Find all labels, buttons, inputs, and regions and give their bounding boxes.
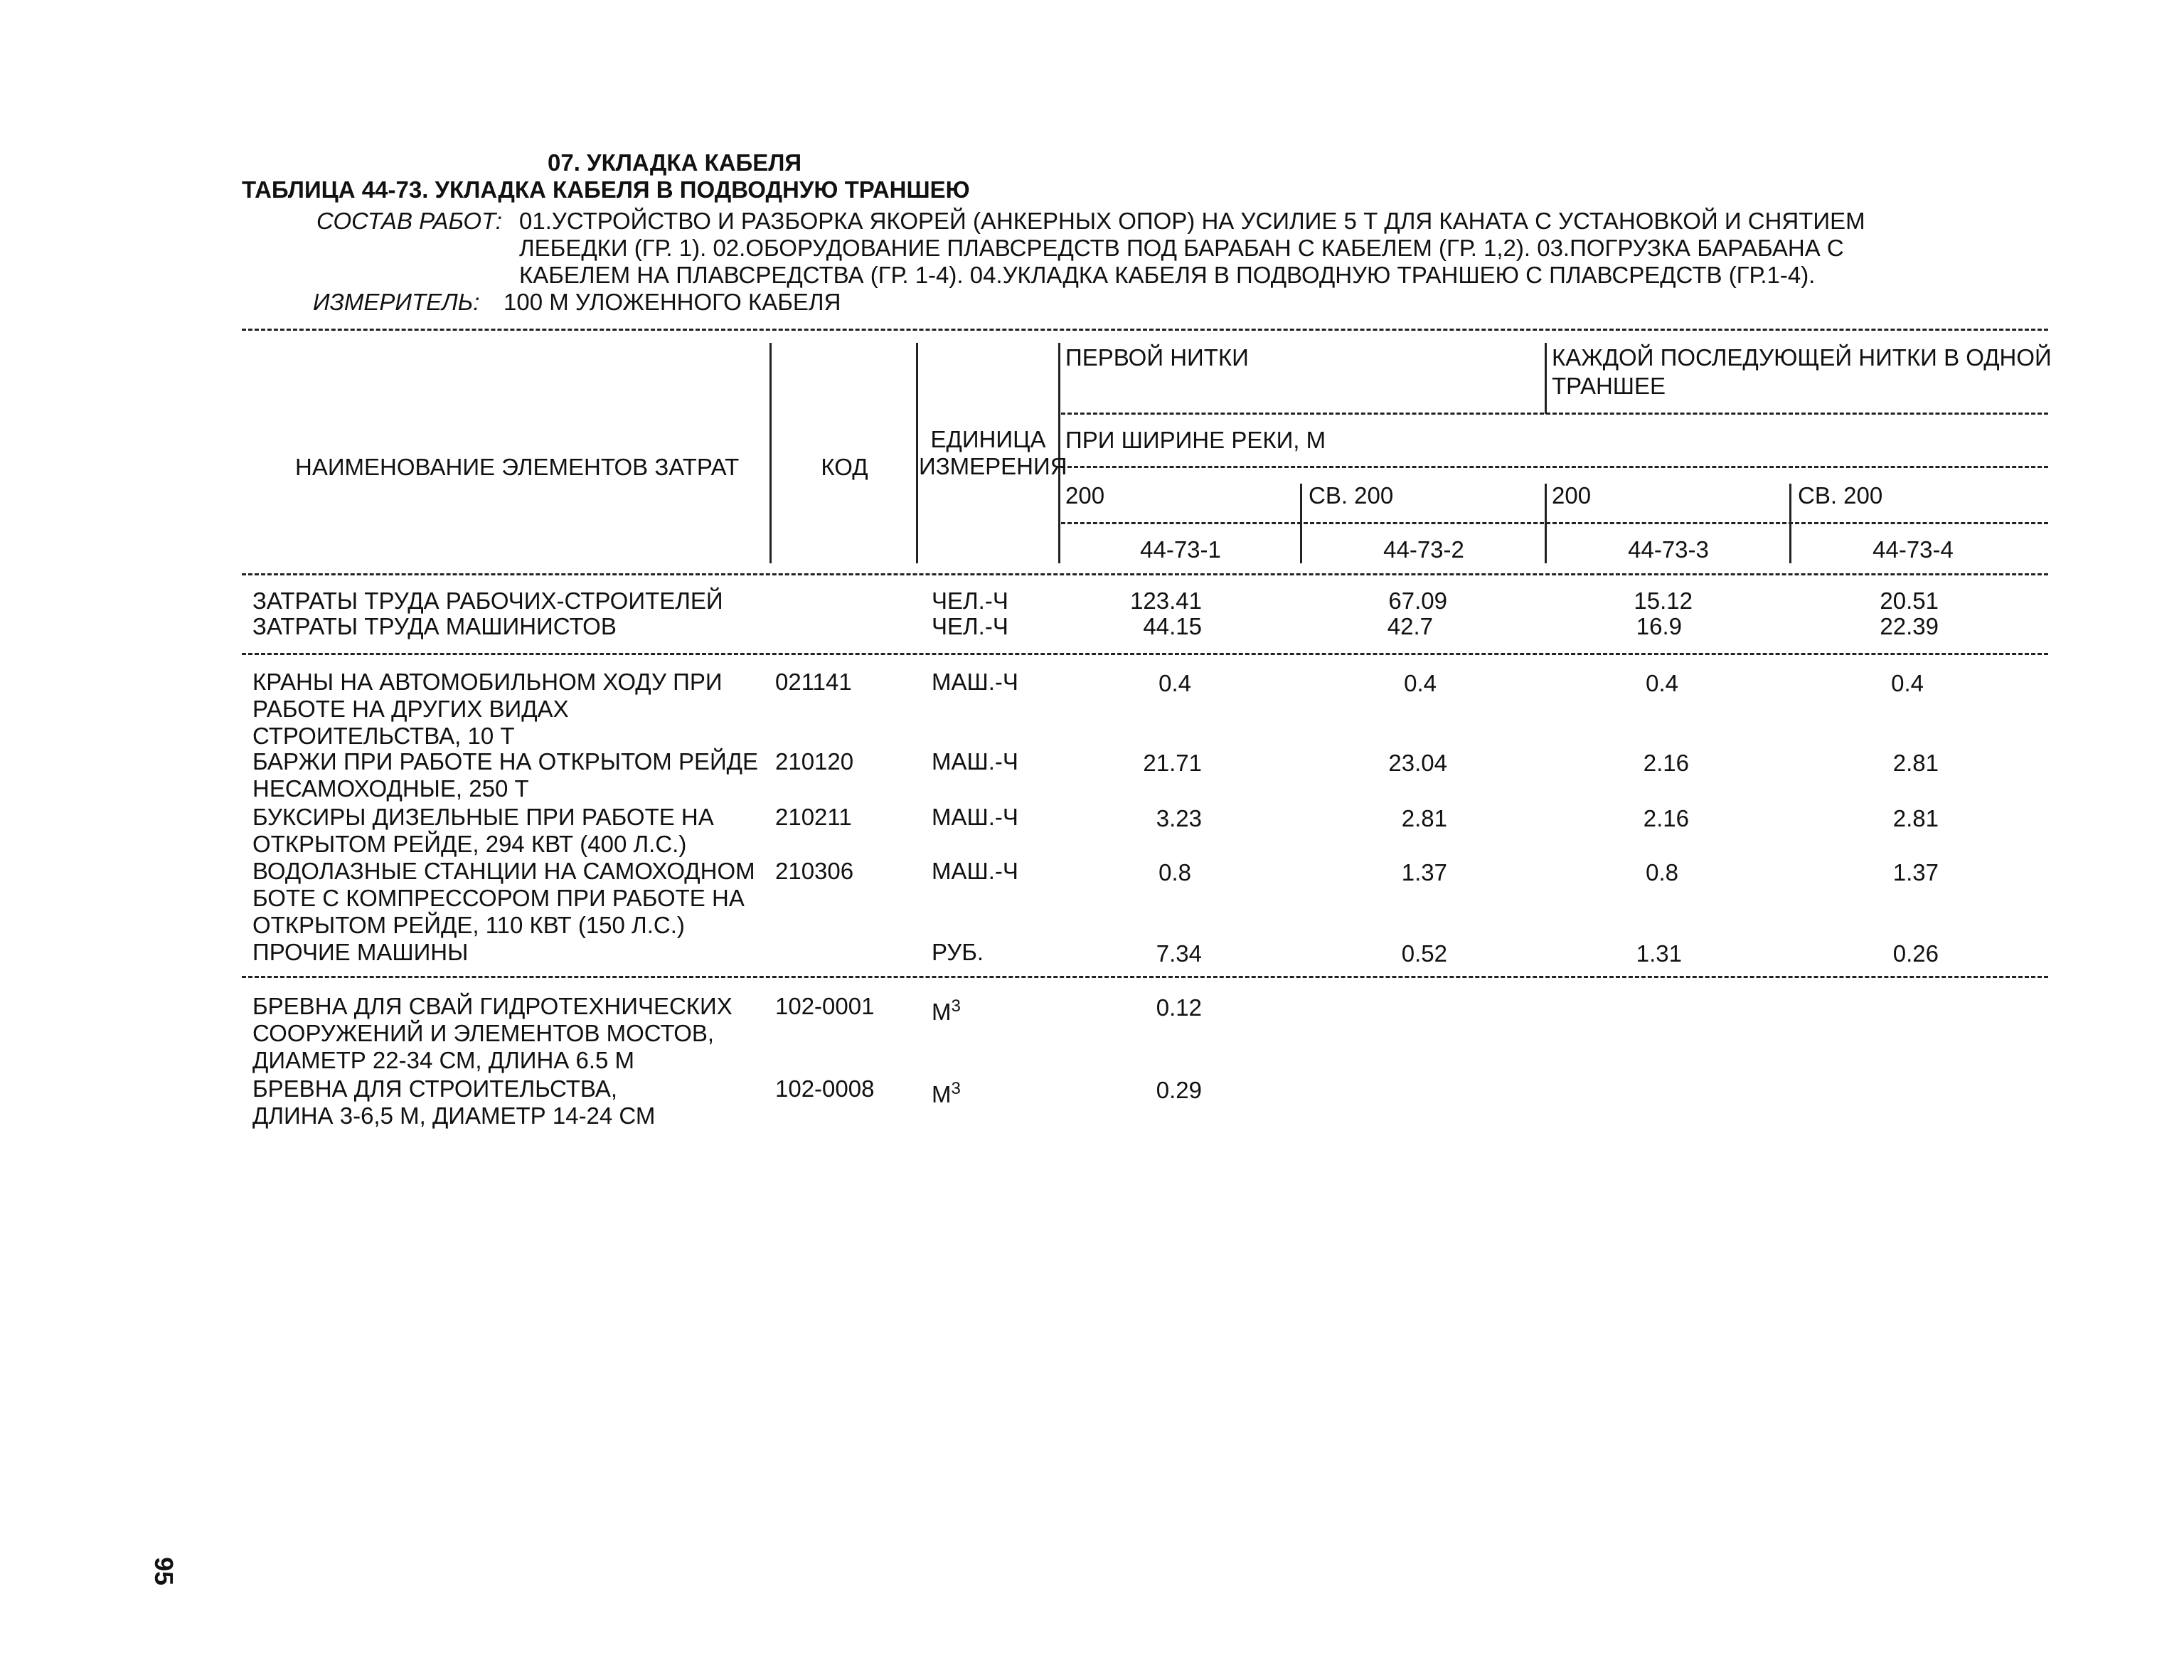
machine-5-val-4: 0.26 bbox=[1892, 940, 1939, 967]
header-col-2: 44-73-2 bbox=[1383, 536, 1464, 563]
machine-3-val-2: 2.81 bbox=[1401, 805, 1447, 831]
machine-1-code: 021141 bbox=[775, 669, 852, 695]
col-sep-groups bbox=[1545, 343, 1547, 414]
section-title: 07. УКЛАДКА КАБЕЛЯ bbox=[548, 149, 802, 176]
header-rule-1 bbox=[1061, 413, 2048, 415]
machine-3-val-3: 2.16 bbox=[1643, 805, 1689, 831]
machine-2-val-4: 2.81 bbox=[1892, 750, 1939, 776]
machine-4-name-3: ОТКРЫТОМ РЕЙДЕ, 110 КВТ (150 Л.С.) bbox=[252, 912, 685, 938]
meter-value: 100 М УЛОЖЕННОГО КАБЕЛЯ bbox=[504, 289, 841, 315]
header-unit-2: ИЗМЕРЕНИЯ bbox=[919, 453, 1067, 479]
labor-unit-2: ЧЕЛ.-Ч bbox=[932, 613, 1008, 639]
machine-3-code: 210211 bbox=[775, 804, 852, 830]
material-1-unit-base: М bbox=[932, 999, 952, 1025]
header-rule-3 bbox=[1061, 522, 2048, 524]
header-name: НАИМЕНОВАНИЕ ЭЛЕМЕНТОВ ЗАТРАТ bbox=[295, 454, 740, 480]
machine-5-val-3: 1.31 bbox=[1636, 940, 1682, 967]
material-1-code: 102-0001 bbox=[775, 993, 875, 1019]
material-2-code: 102-0008 bbox=[775, 1075, 875, 1102]
material-1-unit-sup: 3 bbox=[951, 996, 961, 1016]
labor-bottom-rule bbox=[242, 653, 2048, 655]
machine-4-code: 210306 bbox=[775, 858, 854, 884]
labor-val-2-3: 16.9 bbox=[1636, 613, 1682, 639]
machine-2-val-1: 21.71 bbox=[1143, 750, 1202, 776]
header-river-width: ПРИ ШИРИНЕ РЕКИ, М bbox=[1065, 427, 1326, 453]
header-width-2: СВ. 200 bbox=[1309, 482, 1394, 509]
machine-1-val-4: 0.4 bbox=[1891, 670, 1924, 696]
col-sep-name bbox=[769, 343, 772, 563]
composition-line-2: ЛЕБЕДКИ (ГР. 1). 02.ОБОРУДОВАНИЕ ПЛАВСРЕДСТВ ПОД БАРАБАН С КАБЕЛЕМ (ГР. 1,2). 03.ПОГРУЗКА БАРАБАНА С bbox=[519, 235, 1844, 261]
header-unit-1: ЕДИНИЦА bbox=[930, 426, 1046, 452]
machine-4-val-2: 1.37 bbox=[1401, 859, 1447, 886]
header-next-thread-1: КАЖДОЙ ПОСЛЕДУЮЩЕЙ НИТКИ В ОДНОЙ bbox=[1552, 344, 2052, 371]
machine-2-unit: МАШ.-Ч bbox=[932, 748, 1018, 775]
header-col-1: 44-73-1 bbox=[1140, 536, 1221, 563]
machine-2-code: 210120 bbox=[775, 748, 854, 775]
composition-line-1: 01.УСТРОЙСТВО И РАЗБОРКА ЯКОРЕЙ (АНКЕРНЫХ ОПОР) НА УСИЛИЕ 5 Т ДЛЯ КАНАТА С УСТАНОВКОЙ И СНЯТИЕМ bbox=[519, 208, 1865, 234]
material-1-val: 0.12 bbox=[1156, 994, 1202, 1021]
material-1-unit bbox=[932, 993, 961, 1026]
machine-2-val-3: 2.16 bbox=[1643, 750, 1689, 776]
labor-name-2: ЗАТРАТЫ ТРУДА МАШИНИСТОВ bbox=[252, 613, 617, 639]
header-width-3: 200 bbox=[1552, 482, 1592, 509]
machine-2-name-1: БАРЖИ ПРИ РАБОТЕ НА ОТКРЫТОМ РЕЙДЕ bbox=[252, 748, 759, 775]
labor-val-1-1: 123.41 bbox=[1130, 588, 1202, 614]
labor-val-1-2: 67.09 bbox=[1388, 588, 1447, 614]
machine-1-name-3: СТРОИТЕЛЬСТВА, 10 Т bbox=[252, 723, 515, 749]
machine-4-val-4: 1.37 bbox=[1892, 859, 1939, 886]
machine-4-name-1: ВОДОЛАЗНЫЕ СТАНЦИИ НА САМОХОДНОМ bbox=[252, 858, 755, 884]
machine-5-val-2: 0.52 bbox=[1401, 940, 1447, 967]
machine-2-val-2: 23.04 bbox=[1388, 750, 1447, 776]
header-first-thread: ПЕРВОЙ НИТКИ bbox=[1065, 344, 1249, 371]
header-rule-2 bbox=[1061, 466, 2048, 468]
header-code: КОД bbox=[821, 454, 868, 480]
machine-3-unit: МАШ.-Ч bbox=[932, 804, 1018, 830]
machine-4-name-2: БОТЕ С КОМПРЕССОРОМ ПРИ РАБОТЕ НА bbox=[252, 885, 745, 911]
material-2-unit-sup: 3 bbox=[951, 1079, 961, 1098]
labor-val-2-4: 22.39 bbox=[1880, 613, 1939, 639]
material-1-name-1: БРЕВНА ДЛЯ СВАЙ ГИДРОТЕХНИЧЕСКИХ bbox=[252, 993, 733, 1019]
page-number: 95 bbox=[149, 1556, 179, 1586]
machine-1-name-1: КРАНЫ НА АВТОМОБИЛЬНОМ ХОДУ ПРИ bbox=[252, 669, 723, 695]
material-2-unit bbox=[932, 1075, 961, 1108]
machine-5-unit: РУБ. bbox=[932, 939, 984, 965]
machine-4-val-3: 0.8 bbox=[1646, 859, 1678, 886]
machine-4-unit: МАШ.-Ч bbox=[932, 858, 1018, 884]
material-1-name-2: СООРУЖЕНИЙ И ЭЛЕМЕНТОВ МОСТОВ, bbox=[252, 1020, 715, 1046]
composition-label: СОСТАВ РАБОТ: bbox=[316, 208, 502, 234]
machines-bottom-rule bbox=[242, 976, 2048, 978]
labor-val-1-4: 20.51 bbox=[1880, 588, 1939, 614]
machine-1-val-1: 0.4 bbox=[1158, 670, 1191, 696]
composition-line-3: КАБЕЛЕМ НА ПЛАВСРЕДСТВА (ГР. 1-4). 04.УКЛАДКА КАБЕЛЯ В ПОДВОДНУЮ ТРАНШЕЮ С ПЛАВСРЕДСТВ (ГР.1-4). bbox=[519, 262, 1816, 288]
machine-1-name-2: РАБОТЕ НА ДРУГИХ ВИДАХ bbox=[252, 696, 569, 722]
col-sep-code bbox=[916, 343, 918, 563]
labor-val-2-2: 42.7 bbox=[1387, 613, 1433, 639]
machine-5-val-1: 7.34 bbox=[1156, 940, 1202, 967]
header-bottom-rule bbox=[242, 573, 2048, 575]
machine-3-name-1: БУКСИРЫ ДИЗЕЛЬНЫЕ ПРИ РАБОТЕ НА bbox=[252, 804, 714, 830]
material-2-name-1: БРЕВНА ДЛЯ СТРОИТЕЛЬСТВА, bbox=[252, 1075, 618, 1102]
header-next-thread-2: ТРАНШЕЕ bbox=[1552, 373, 1666, 399]
table-title: ТАБЛИЦА 44-73. УКЛАДКА КАБЕЛЯ В ПОДВОДНУЮ ТРАНШЕЮ bbox=[242, 176, 970, 203]
labor-val-1-3: 15.12 bbox=[1634, 588, 1693, 614]
machine-2-name-2: НЕСАМОХОДНЫЕ, 250 Т bbox=[252, 775, 529, 802]
labor-unit-1: ЧЕЛ.-Ч bbox=[932, 588, 1008, 614]
machine-3-val-4: 2.81 bbox=[1892, 805, 1939, 831]
material-2-val: 0.29 bbox=[1156, 1077, 1202, 1103]
meter-label: ИЗМЕРИТЕЛЬ: bbox=[313, 289, 480, 315]
header-width-4: СВ. 200 bbox=[1798, 482, 1883, 509]
machine-3-name-2: ОТКРЫТОМ РЕЙДЕ, 294 КВТ (400 Л.С.) bbox=[252, 831, 687, 857]
machine-5-name-1: ПРОЧИЕ МАШИНЫ bbox=[252, 939, 469, 965]
header-col-4: 44-73-4 bbox=[1873, 536, 1954, 563]
header-col-3: 44-73-3 bbox=[1628, 536, 1709, 563]
labor-name-1: ЗАТРАТЫ ТРУДА РАБОЧИХ-СТРОИТЕЛЕЙ bbox=[252, 588, 723, 614]
labor-val-2-1: 44.15 bbox=[1143, 613, 1202, 639]
header-top-rule bbox=[242, 329, 2048, 331]
material-2-name-2: ДЛИНА 3-6,5 М, ДИАМЕТР 14-24 СМ bbox=[252, 1102, 656, 1129]
material-2-unit-base: М bbox=[932, 1081, 952, 1107]
machine-3-val-1: 3.23 bbox=[1156, 805, 1202, 831]
machine-1-val-2: 0.4 bbox=[1404, 670, 1437, 696]
machine-1-unit: МАШ.-Ч bbox=[932, 669, 1018, 695]
machine-1-val-3: 0.4 bbox=[1646, 670, 1678, 696]
material-1-name-3: ДИАМЕТР 22-34 СМ, ДЛИНА 6.5 М bbox=[252, 1047, 635, 1073]
machine-4-val-1: 0.8 bbox=[1158, 859, 1191, 886]
header-width-1: 200 bbox=[1065, 482, 1105, 509]
